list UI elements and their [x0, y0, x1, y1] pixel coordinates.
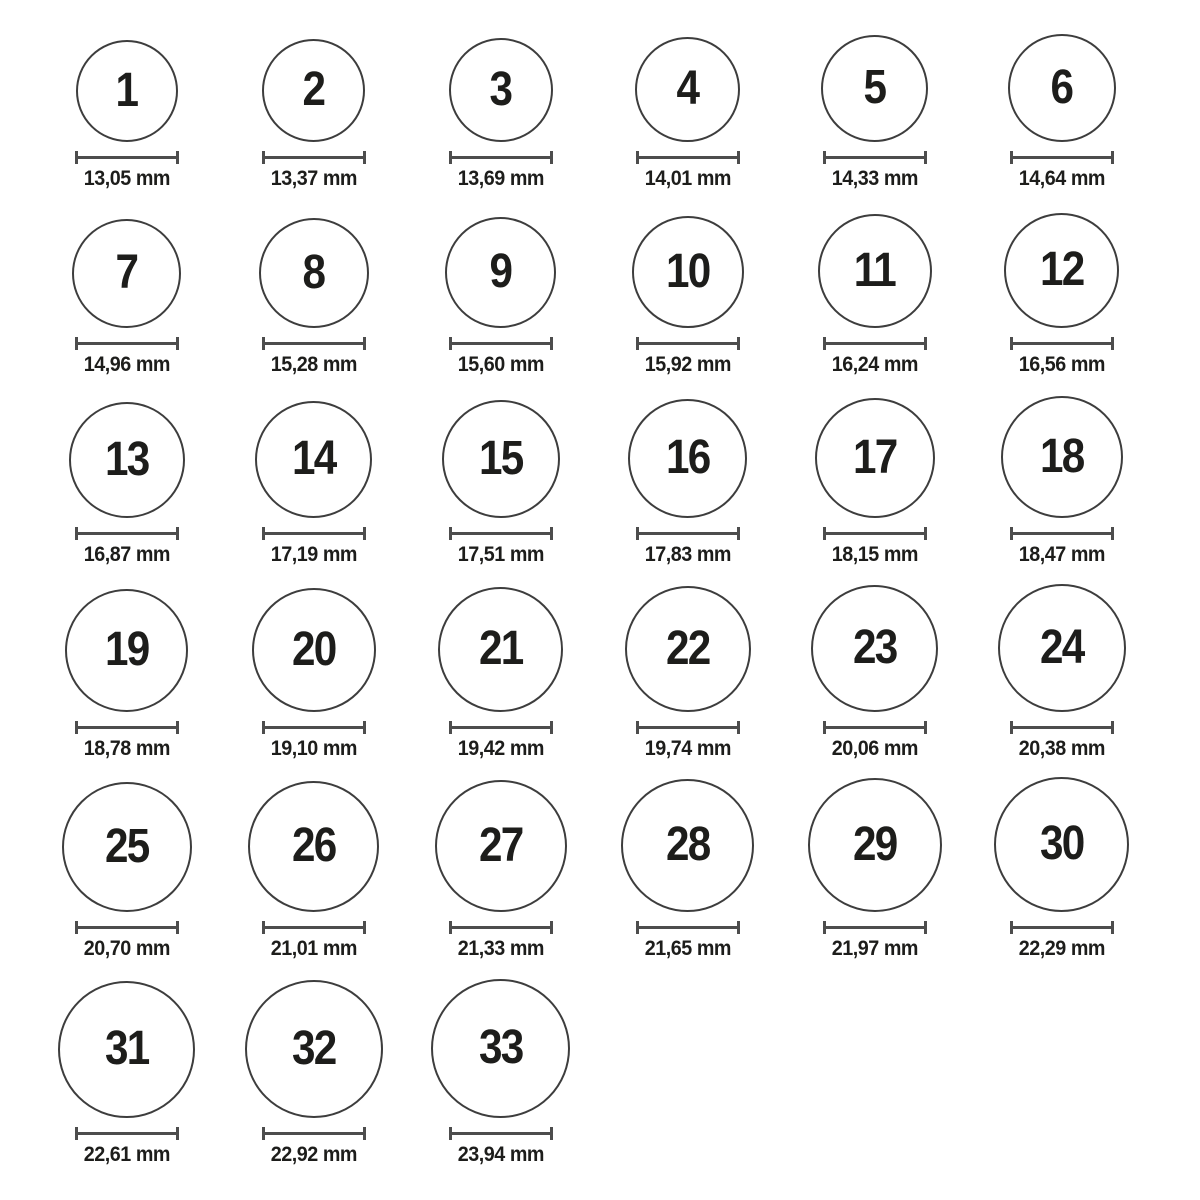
ring-size-cell [220, 760, 407, 960]
ring-circle [65, 589, 188, 712]
diameter-label: 22,92 mm [270, 1142, 357, 1166]
diameter-label: 22,61 mm [83, 1142, 170, 1166]
diameter-ruler-icon [1010, 337, 1114, 350]
ring-circle [259, 218, 369, 328]
ring-size-cell [781, 190, 968, 376]
ring-size-cell [220, 4, 407, 190]
ring-number: 27 [478, 818, 523, 872]
diameter-label: 21,97 mm [831, 936, 918, 960]
diameter-label: 18,78 mm [83, 736, 170, 760]
ring-number: 6 [1050, 60, 1073, 114]
ring-circle [255, 401, 372, 518]
diameter-ruler-icon [449, 337, 553, 350]
ring-circle [1001, 396, 1123, 518]
diameter-ruler-icon [449, 721, 553, 734]
ring-number: 26 [291, 819, 336, 873]
ring-size-cell [968, 376, 1155, 566]
diameter-label: 19,10 mm [270, 736, 357, 760]
ring-number: 8 [302, 245, 325, 299]
ring-circle [262, 39, 365, 142]
ring-number: 32 [291, 1021, 336, 1075]
diameter-ruler-icon [823, 527, 927, 540]
diameter-ruler-icon [823, 151, 927, 164]
ring-number: 10 [665, 244, 710, 298]
ring-number: 33 [478, 1021, 523, 1075]
ring-number: 11 [853, 243, 896, 297]
diameter-label: 20,38 mm [1018, 736, 1105, 760]
diameter-ruler-icon [823, 721, 927, 734]
ring-size-cell [781, 760, 968, 960]
diameter-ruler-icon [823, 337, 927, 350]
ring-number: 18 [1039, 429, 1084, 483]
ring-size-cell [594, 190, 781, 376]
diameter-label: 23,94 mm [457, 1142, 544, 1166]
diameter-ruler-icon [262, 151, 366, 164]
ring-circle [72, 219, 181, 328]
diameter-ruler-icon [636, 337, 740, 350]
ring-circle [252, 588, 376, 712]
ring-number: 12 [1039, 243, 1084, 297]
diameter-ruler-icon [449, 1127, 553, 1140]
diameter-ruler-icon [75, 337, 179, 350]
ring-size-cell [968, 760, 1155, 960]
diameter-label: 17,51 mm [457, 542, 544, 566]
ring-number: 2 [302, 63, 325, 117]
ring-size-cell [220, 190, 407, 376]
ring-number: 1 [115, 63, 138, 117]
diameter-ruler-icon [823, 921, 927, 934]
ring-circle [998, 584, 1126, 712]
diameter-label: 21,01 mm [270, 936, 357, 960]
diameter-label: 20,06 mm [831, 736, 918, 760]
diameter-label: 16,56 mm [1018, 352, 1105, 376]
diameter-label: 19,74 mm [644, 736, 731, 760]
ring-size-cell [220, 566, 407, 760]
ring-size-cell [407, 4, 594, 190]
ring-circle [431, 979, 570, 1118]
ring-number: 4 [676, 62, 699, 116]
ring-size-cell [407, 566, 594, 760]
ring-circle [449, 38, 553, 142]
diameter-ruler-icon [449, 921, 553, 934]
ring-circle [445, 217, 556, 328]
ring-circle [818, 214, 932, 328]
ring-circle [435, 780, 567, 912]
ring-size-cell [781, 376, 968, 566]
ring-size-cell [33, 760, 220, 960]
ring-circle [635, 37, 740, 142]
diameter-label: 17,19 mm [270, 542, 357, 566]
ring-size-grid [33, 0, 1155, 1166]
ring-size-cell [968, 4, 1155, 190]
ring-size-cell [33, 566, 220, 760]
ring-size-cell [594, 760, 781, 960]
ring-number: 9 [489, 245, 512, 299]
ring-number: 17 [852, 430, 897, 484]
ring-number: 25 [104, 819, 149, 873]
ring-circle [58, 981, 195, 1118]
ring-number: 20 [291, 622, 336, 676]
diameter-label: 18,47 mm [1018, 542, 1105, 566]
ring-number: 21 [478, 622, 523, 676]
ring-circle [62, 782, 192, 912]
diameter-label: 19,42 mm [457, 736, 544, 760]
ring-circle [245, 980, 383, 1118]
ring-size-cell [220, 376, 407, 566]
diameter-label: 14,96 mm [83, 352, 170, 376]
ring-number: 19 [104, 623, 149, 677]
diameter-ruler-icon [262, 337, 366, 350]
ring-circle [815, 398, 935, 518]
ring-number: 16 [665, 431, 710, 485]
diameter-ruler-icon [449, 527, 553, 540]
diameter-ruler-icon [75, 921, 179, 934]
diameter-label: 16,87 mm [83, 542, 170, 566]
ring-size-cell [407, 960, 594, 1166]
diameter-ruler-icon [75, 721, 179, 734]
ring-circle [248, 781, 379, 912]
ring-circle [808, 778, 942, 912]
diameter-label: 15,28 mm [270, 352, 357, 376]
ring-circle [76, 40, 178, 142]
diameter-ruler-icon [636, 151, 740, 164]
diameter-label: 16,24 mm [831, 352, 918, 376]
diameter-ruler-icon [75, 151, 179, 164]
ring-circle [994, 777, 1129, 912]
ring-number: 28 [665, 818, 710, 872]
diameter-ruler-icon [1010, 921, 1114, 934]
ring-size-cell [594, 4, 781, 190]
ring-number: 22 [665, 621, 710, 675]
diameter-label: 13,05 mm [83, 166, 170, 190]
ring-size-cell [594, 376, 781, 566]
diameter-ruler-icon [636, 527, 740, 540]
diameter-label: 20,70 mm [83, 936, 170, 960]
diameter-ruler-icon [262, 1127, 366, 1140]
ring-size-cell [33, 190, 220, 376]
ring-number: 13 [104, 432, 149, 486]
ring-size-cell [33, 376, 220, 566]
ring-number: 23 [852, 621, 897, 675]
diameter-label: 22,29 mm [1018, 936, 1105, 960]
diameter-ruler-icon [75, 1127, 179, 1140]
ring-circle [625, 586, 751, 712]
diameter-label: 17,83 mm [644, 542, 731, 566]
ring-size-cell [407, 760, 594, 960]
diameter-label: 15,60 mm [457, 352, 544, 376]
ring-number: 14 [291, 432, 336, 486]
diameter-label: 13,37 mm [270, 166, 357, 190]
ring-number: 30 [1039, 817, 1084, 871]
ring-number: 29 [852, 817, 897, 871]
ring-number: 24 [1039, 620, 1084, 674]
diameter-ruler-icon [636, 921, 740, 934]
ring-circle [628, 399, 747, 518]
ring-number: 31 [104, 1022, 149, 1076]
ring-circle [632, 216, 744, 328]
ring-circle [1008, 34, 1116, 142]
ring-circle [621, 779, 754, 912]
diameter-label: 21,33 mm [457, 936, 544, 960]
diameter-label: 14,01 mm [644, 166, 731, 190]
ring-circle [811, 585, 938, 712]
diameter-label: 15,92 mm [644, 352, 731, 376]
ring-number: 7 [115, 246, 138, 300]
diameter-ruler-icon [636, 721, 740, 734]
ring-size-cell [220, 960, 407, 1166]
diameter-label: 21,65 mm [644, 936, 731, 960]
diameter-ruler-icon [449, 151, 553, 164]
diameter-ruler-icon [1010, 721, 1114, 734]
ring-size-cell [968, 190, 1155, 376]
diameter-ruler-icon [262, 721, 366, 734]
ring-number: 15 [478, 431, 523, 485]
ring-size-cell [781, 4, 968, 190]
diameter-ruler-icon [262, 527, 366, 540]
ring-size-cell [407, 376, 594, 566]
diameter-ruler-icon [262, 921, 366, 934]
ring-size-cell [968, 566, 1155, 760]
ring-size-cell [33, 960, 220, 1166]
ring-size-cell [407, 190, 594, 376]
diameter-ruler-icon [1010, 151, 1114, 164]
diameter-label: 18,15 mm [831, 542, 918, 566]
ring-number: 5 [863, 61, 886, 115]
ring-circle [442, 400, 560, 518]
ring-size-cell [33, 4, 220, 190]
diameter-label: 14,64 mm [1018, 166, 1105, 190]
ring-size-cell [781, 566, 968, 760]
diameter-label: 13,69 mm [457, 166, 544, 190]
ring-circle [1004, 213, 1119, 328]
ring-number: 3 [489, 62, 512, 116]
ring-circle [438, 587, 563, 712]
ring-size-cell [594, 566, 781, 760]
ring-circle [821, 35, 928, 142]
ring-circle [69, 402, 185, 518]
diameter-ruler-icon [1010, 527, 1114, 540]
diameter-label: 14,33 mm [831, 166, 918, 190]
diameter-ruler-icon [75, 527, 179, 540]
